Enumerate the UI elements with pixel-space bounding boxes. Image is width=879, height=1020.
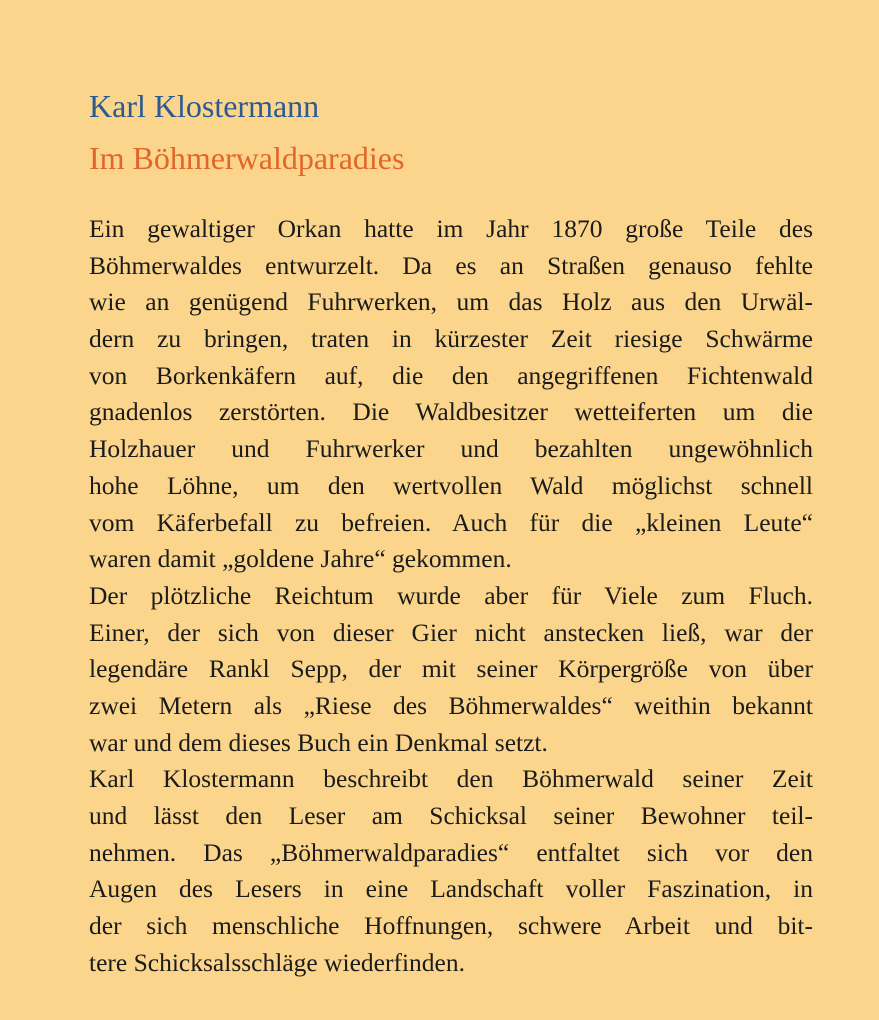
blurb-line: und lässt den Leser am Schicksal seiner Bewohner teil- [89, 801, 813, 830]
blurb-line: Der plötzliche Reichtum wurde aber für Viele zum Fluch. [89, 580, 813, 610]
author-name: Karl Klostermann [89, 88, 320, 124]
blurb-line: der sich menschliche Hoffnungen, schwere Arbeit und bit- [89, 911, 813, 941]
blurb-line: dern zu bringen, traten in kürzester Zeit riesige Schwärme [89, 324, 813, 354]
blurb-line: war und dem dieses Buch ein Denkmal setzt. [89, 727, 548, 757]
blurb-line: tere Schicksalsschläge wiederfinden. [89, 947, 465, 977]
blurb-line: Ein gewaltiger Orkan hatte im Jahr 1870 große Teile des [89, 214, 813, 243]
blurb-line: gnadenlos zerstörten. Die Waldbesitzer wetteiferten um die [89, 397, 813, 427]
blurb-line: Einer, der sich von dieser Gier nicht anstecken ließ, war der [89, 617, 813, 647]
blurb-line: wie an genügend Fuhrwerken, um das Holz aus den Urwäl- [89, 287, 813, 317]
blurb-line: Holzhauer und Fuhrwerker und bezahlten ungewöhnlich [89, 434, 813, 464]
book-title: Im Böhmerwaldparadies [89, 140, 405, 176]
blurb-line: vom Käferbefall zu befreien. Auch für die „kleinen Leute“ [89, 507, 813, 537]
blurb-line: Augen des Lesers in eine Landschaft voller Faszination, in [89, 874, 813, 904]
blurb-line: zwei Metern als „Riese des Böhmerwaldes“ weithin bekannt [89, 690, 813, 720]
blurb-line: legendäre Rankl Sepp, der mit seiner Körpergröße von über [89, 654, 813, 684]
blurb-line: Karl Klostermann beschreibt den Böhmerwald seiner Zeit [89, 764, 813, 794]
blurb-text [89, 211, 813, 981]
blurb-line: Böhmerwaldes entwurzelt. Da es an Straßen genauso fehlte [89, 250, 813, 280]
blurb-line: von Borkenkäfern auf, die den angegriffenen Fichtenwald [89, 360, 813, 390]
blurb-line: nehmen. Das „Böhmerwaldparadies“ entfaltet sich vor den [89, 837, 813, 867]
blurb-line: hohe Löhne, um den wertvollen Wald möglichst schnell [89, 470, 813, 500]
blurb-line: waren damit „goldene Jahre“ gekommen. [89, 544, 512, 574]
